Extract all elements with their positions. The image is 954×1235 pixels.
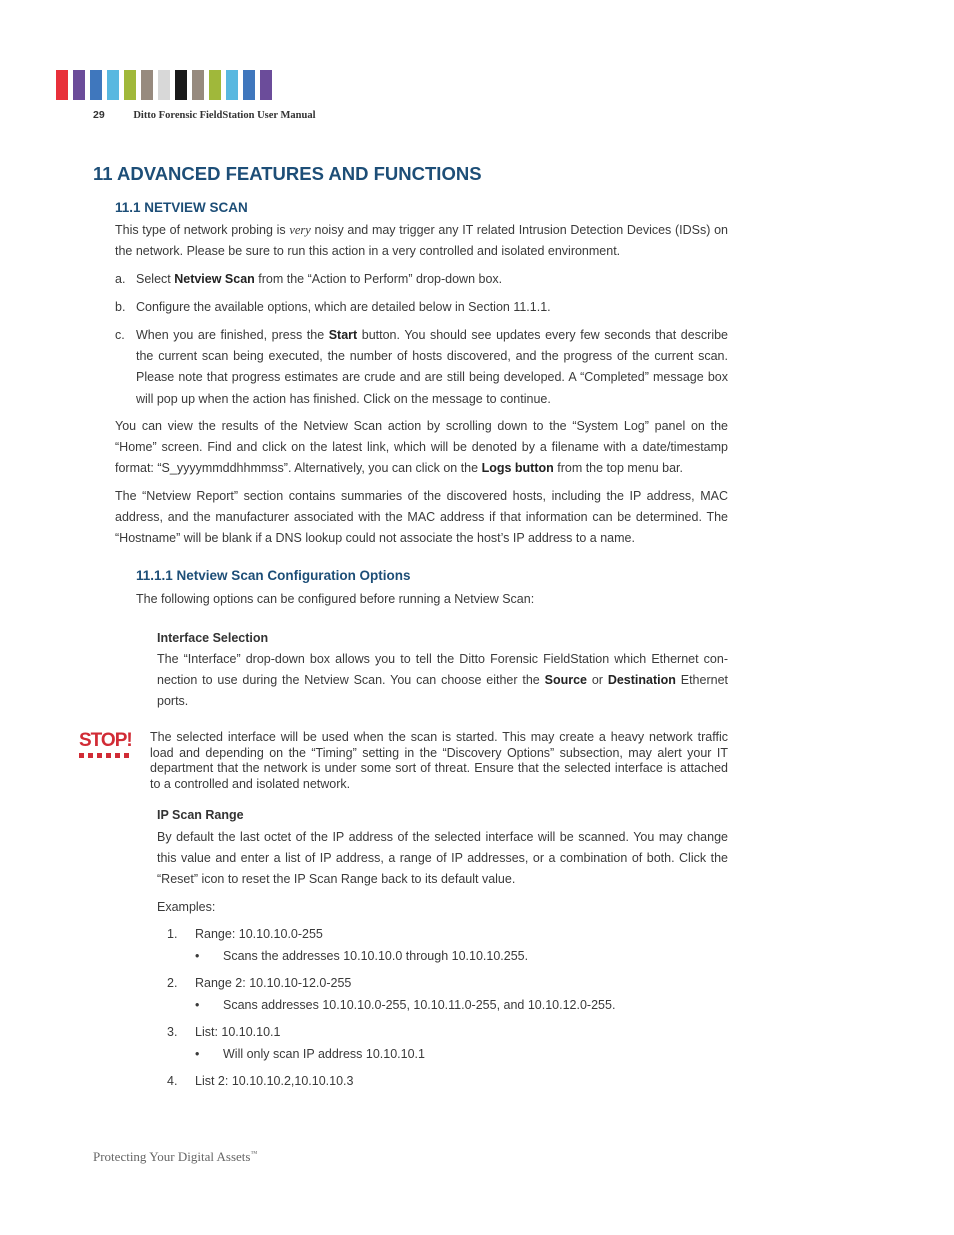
example-item: List: 10.10.10.1 (195, 1025, 281, 1039)
step-item: When you are finished, press the Start button. You should see updates every few seconds that describe the current scan being executed, the number of hosts discovered, and the progress of the current scan. Please note that progress estimates are crude and are still being developed. A “Completed” message box will pop up when the action has finished. Click on the message to continue. (136, 328, 729, 406)
color-swatch (90, 70, 102, 100)
color-swatch (260, 70, 272, 100)
interface-heading: Interface Selection (157, 631, 269, 645)
color-swatch (209, 70, 221, 100)
results-paragraph: You can view the results of the Netview Scan action by scrolling down to the “System Log” panel on the “Home” screen. Find and click on the latest link, which will be denoted by a filename with a date/timestamp format: “S_yyyymmddhhmmss”. Alternatively, you can click on the Logs button from the top menu bar. (115, 419, 728, 476)
step-marker: c. (115, 328, 125, 342)
step-item: Configure the available options, which are detailed below in Section 11.1.1. (136, 300, 551, 314)
color-swatch (56, 70, 68, 100)
example-number: 4. (167, 1074, 178, 1088)
example-detail: Scans addresses 10.10.10.0-255, 10.10.11.0-255, and 10.10.12.0-255. (223, 998, 616, 1012)
header-color-bar (56, 70, 272, 100)
color-swatch (192, 70, 204, 100)
example-item: Range: 10.10.10.0-255 (195, 927, 323, 941)
config-title: 11.1.1 Netview Scan Configuration Options (136, 568, 411, 583)
subsection-title: 11.1 NETVIEW SCAN (115, 200, 248, 215)
footer-tagline: Protecting Your Digital Assets™ (93, 1149, 258, 1164)
example-detail: Scans the addresses 10.10.10.0 through 10.10.10.255. (223, 949, 529, 963)
example-number: 3. (167, 1025, 178, 1039)
example-detail: Will only scan IP address 10.10.10.1 (223, 1047, 425, 1061)
bullet-icon: • (195, 1047, 200, 1061)
bullet-icon: • (195, 949, 200, 963)
example-number: 1. (167, 927, 178, 941)
stop-label: STOP! (79, 730, 132, 751)
step-item: Select Netview Scan from the “Action to Perform” drop-down box. (136, 272, 503, 286)
color-swatch (107, 70, 119, 100)
bullet-icon: • (195, 998, 200, 1012)
page-number: 29 (93, 109, 105, 121)
example-number: 2. (167, 976, 178, 990)
example-item: List 2: 10.10.10.2,10.10.10.3 (195, 1074, 354, 1088)
color-swatch (73, 70, 85, 100)
section-title: 11 ADVANCED FEATURES AND FUNCTIONS (93, 163, 482, 184)
examples-label: Examples: (157, 900, 216, 914)
step-marker: b. (115, 300, 126, 314)
color-swatch (124, 70, 136, 100)
intro-paragraph: This type of network probing is very noisy and may trigger any IT related Intrusion Detection Devices (IDSs) on the network. Please be sure to run this action in a very controlled and isolated environment. (115, 223, 728, 259)
ip-scan-paragraph: By default the last octet of the IP address of the selected interface will be scanned. You may change this value and enter a list of IP address, a range of IP addresses, or a combination of both. Click the “Reset” icon to reset the IP Scan Range back to its default value. (157, 830, 728, 887)
color-swatch (158, 70, 170, 100)
stop-logo (79, 731, 135, 758)
color-swatch (175, 70, 187, 100)
color-swatch (141, 70, 153, 100)
color-swatch (226, 70, 238, 100)
report-paragraph: The “Netview Report” section contains summaries of the discovered hosts, including the IP address, MAC address, and the manufacturer associated with the MAC address if that information can be determined. The “Hostname” will be blank if a DNS lookup could not associate the host’s IP address to a name. (115, 489, 728, 546)
interface-paragraph: The “Interface” drop-down box allows you to tell the Ditto Forensic FieldStation which Ethernet con-nection to use during the Netview Scan. You can choose either the Source or Destination Ethernet ports. (157, 652, 728, 709)
stop-note: The selected interface will be used when the scan is started. This may create a heavy network traffic load and depending on the “Timing” setting in the “Discovery Options” subsection, may alert your IT department that the network is under some sort of threat. Ensure that the selected interface is attached to a controlled and isolated network. (150, 730, 728, 791)
step-marker: a. (115, 272, 126, 286)
example-item: Range 2: 10.10.10-12.0-255 (195, 976, 352, 990)
page-header (93, 109, 316, 121)
stop-dots (79, 753, 135, 758)
color-swatch (243, 70, 255, 100)
ip-scan-heading: IP Scan Range (157, 808, 244, 822)
config-intro: The following options can be configured before running a Netview Scan: (136, 592, 535, 606)
manual-title: Ditto Forensic FieldStation User Manual (133, 110, 316, 121)
